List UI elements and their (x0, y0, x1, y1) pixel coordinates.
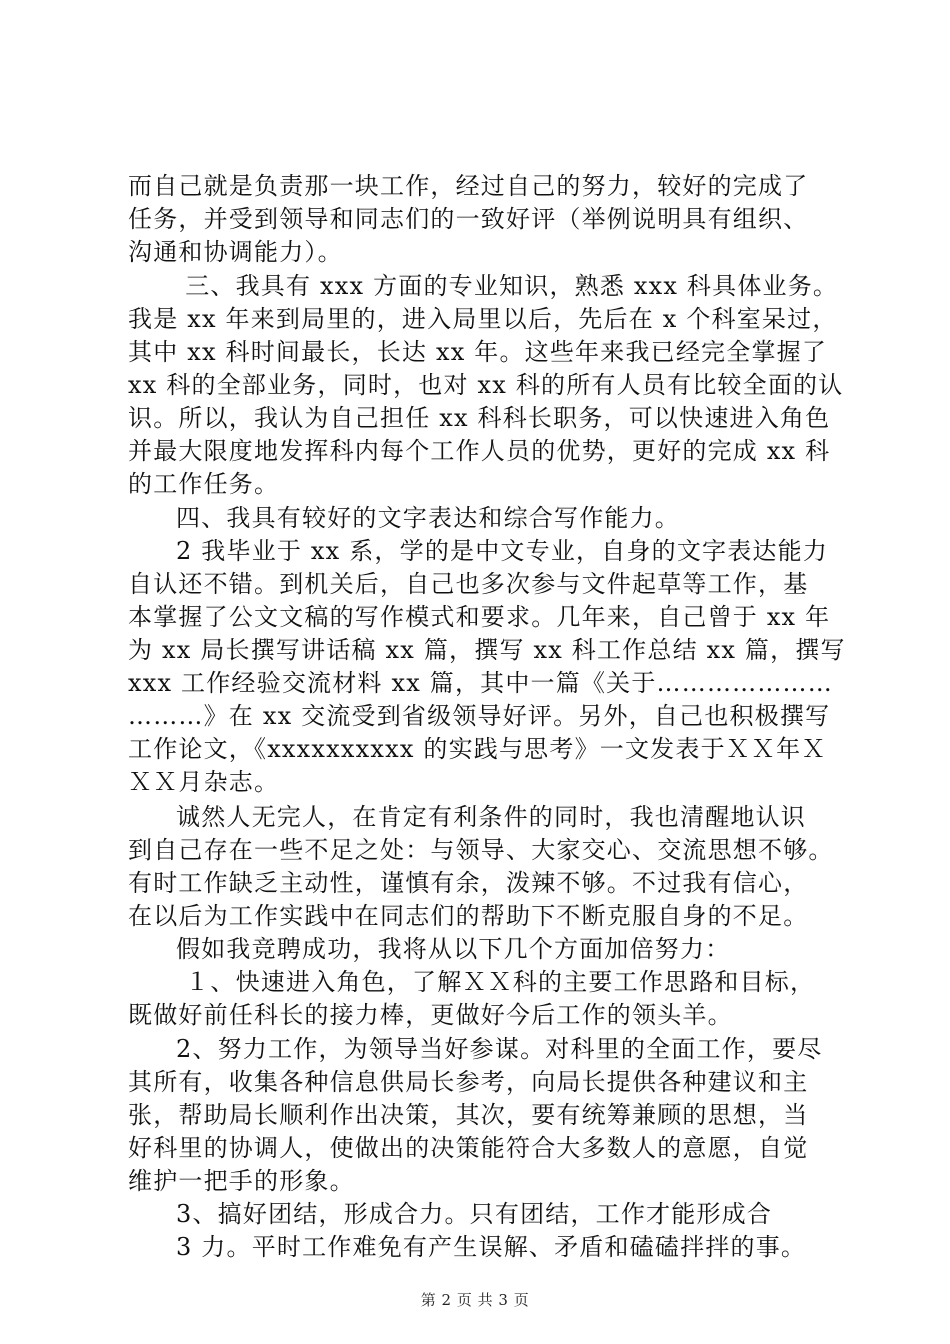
text-line: 任务，并受到领导和同志们的一致好评（举例说明具有组织、 (128, 205, 809, 233)
text-line: xx 科的全部业务，同时，也对 xx 科的所有人员有比较全面的认 (128, 371, 844, 399)
text-line: 我是 xx 年来到局里的，进入局里以后，先后在 x 个科室呆过， (128, 305, 838, 333)
text-line: 假如我竞聘成功，我将从以下几个方面加倍努力： (176, 935, 731, 963)
text-line: 四、我具有较好的文字表达和综合写作能力。 (176, 504, 680, 532)
text-line: 2 我毕业于 xx 系，学的是中文专业，自身的文字表达能力 (176, 537, 829, 565)
text-line: 并最大限度地发挥科内每个工作人员的优势，更好的完成 xx 科 (128, 437, 831, 465)
text-line: 3 力。平时工作难免有产生误解、矛盾和磕磕拌拌的事。 (176, 1233, 807, 1261)
text-line: 维护一把手的形象。 (128, 1167, 355, 1195)
text-line: 沟通和协调能力）。 (128, 238, 343, 266)
text-line: 本掌握了公文文稿的写作模式和要求。几年来，自己曾于 xx 年 (128, 603, 831, 631)
text-line: 到自己存在一些不足之处：与领导、大家交心、交流思想不够。 (128, 836, 834, 864)
text-line: 三、我具有 xxx 方面的专业知识，熟悉 xxx 科具体业务。 (160, 272, 839, 300)
text-line: 的工作任务。 (128, 470, 280, 498)
text-line: 有时工作缺乏主动性，谨慎有余，泼辣不够。不过我有信心， (128, 869, 809, 897)
text-line: １、快速进入角色，了解ＸＸ科的主要工作思路和目标， (160, 968, 816, 996)
text-line: 既做好前任科长的接力棒，更做好今后工作的领头羊。 (128, 1001, 733, 1029)
text-line: 3、搞好团结，形成合力。只有团结，工作才能形成合 (176, 1200, 773, 1228)
text-line: 而自己就是负责那一块工作，经过自己的努力，较好的完成了 (128, 172, 809, 200)
text-line: 诚然人无完人，在肯定有利条件的同时，我也清醒地认识 (176, 803, 806, 831)
text-line: 工作论文，《xxxxxxxxxx 的实践与思考》一文发表于ＸＸ年Ｘ (128, 735, 827, 763)
text-line: 2、努力工作，为领导当好参谋。对科里的全面工作，要尽 (176, 1035, 823, 1063)
text-line: 识。所以，我认为自己担任 xx 科科长职务，可以快速进入角色 (128, 404, 831, 432)
text-line: ＸＸ月杂志。 (128, 768, 280, 796)
text-line: xxx 工作经验交流材料 xx 篇，其中一篇《关于………………… (128, 669, 833, 697)
text-line: 好科里的协调人，使做出的决策能符合大多数人的意愿，自觉 (128, 1134, 809, 1162)
text-line: 张，帮助局长顺利作出决策，其次，要有统筹兼顾的思想，当 (128, 1101, 809, 1129)
text-line: 在以后为工作实践中在同志们的帮助下不断克服自身的不足。 (128, 902, 809, 930)
text-line: 其所有，收集各种信息供局长参考，向局长提供各种建议和主 (128, 1068, 809, 1096)
page-number-footer: 第 2 页 共 3 页 (420, 1291, 530, 1309)
text-line: 为 xx 局长撰写讲话稿 xx 篇，撰写 xx 科工作总结 xx 篇，撰写 (128, 636, 846, 664)
text-line: 自认还不错。到机关后，自己也多次参与文件起草等工作，基 (128, 570, 809, 598)
text-line: ………》在 xx 交流受到省级领导好评。另外，自己也积极撰写 (128, 702, 831, 730)
text-line: 其中 xx 科时间最长，长达 xx 年。这些年来我已经完全掌握了 (128, 338, 828, 366)
